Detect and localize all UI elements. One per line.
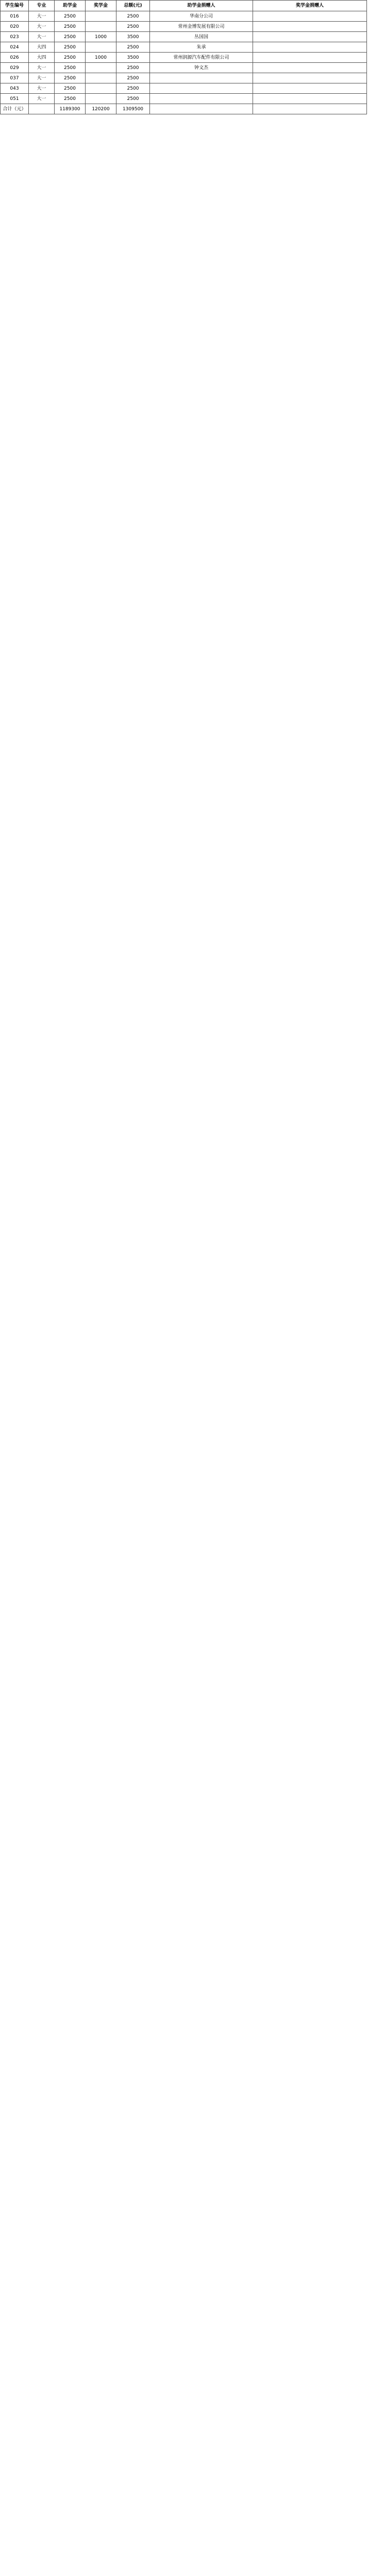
table-cell: 大四 bbox=[29, 42, 55, 53]
table-cell: 043 bbox=[1, 83, 29, 94]
table-cell: 2500 bbox=[55, 22, 86, 32]
table-cell: 020 bbox=[1, 22, 29, 32]
table-cell bbox=[253, 63, 367, 73]
header-cell: 奖学金捐赠人 bbox=[253, 1, 367, 11]
table-cell: 2500 bbox=[116, 63, 150, 73]
table-row bbox=[1, 63, 367, 73]
header-row bbox=[1, 1, 367, 11]
total-aid: 1189300 bbox=[55, 104, 86, 114]
table-cell: 钟文杰 bbox=[150, 63, 253, 73]
total-cell bbox=[150, 104, 253, 114]
table-body bbox=[1, 11, 367, 104]
table-cell bbox=[86, 94, 116, 104]
table-cell: 丛国国 bbox=[150, 32, 253, 42]
table-row bbox=[1, 32, 367, 42]
table-cell bbox=[86, 83, 116, 94]
table-cell: 037 bbox=[1, 73, 29, 83]
total-label: 合计（元） bbox=[1, 104, 29, 114]
table-cell: 常州金博发展有限公司 bbox=[150, 22, 253, 32]
table-cell: 029 bbox=[1, 63, 29, 73]
table-cell: 2500 bbox=[116, 94, 150, 104]
table-cell bbox=[150, 73, 253, 83]
table-cell bbox=[253, 73, 367, 83]
table-cell: 2500 bbox=[55, 94, 86, 104]
table-cell: 2500 bbox=[116, 83, 150, 94]
table-cell bbox=[150, 94, 253, 104]
table-row bbox=[1, 42, 367, 53]
table-cell bbox=[86, 63, 116, 73]
table-cell bbox=[253, 42, 367, 53]
table-cell bbox=[86, 73, 116, 83]
table-cell bbox=[253, 22, 367, 32]
table-cell: 大一 bbox=[29, 63, 55, 73]
header-cell: 专业 bbox=[29, 1, 55, 11]
table-cell bbox=[86, 22, 116, 32]
table-cell: 2500 bbox=[55, 63, 86, 73]
table-cell: 大四 bbox=[29, 53, 55, 63]
table-row bbox=[1, 73, 367, 83]
header-cell: 学生编号 bbox=[1, 1, 29, 11]
header-cell: 助学金捐赠人 bbox=[150, 1, 253, 11]
header-cell: 助学金 bbox=[55, 1, 86, 11]
table-cell: 2500 bbox=[55, 32, 86, 42]
table-cell: 1000 bbox=[86, 53, 116, 63]
table-row bbox=[1, 83, 367, 94]
table-cell bbox=[253, 11, 367, 22]
table-cell: 2500 bbox=[55, 53, 86, 63]
table-cell: 024 bbox=[1, 42, 29, 53]
table-cell: 大一 bbox=[29, 73, 55, 83]
table-cell bbox=[86, 42, 116, 53]
table-cell: 大一 bbox=[29, 94, 55, 104]
total-scholarship: 120200 bbox=[86, 104, 116, 114]
table-cell: 016 bbox=[1, 11, 29, 22]
total-cell bbox=[253, 104, 367, 114]
table-cell: 051 bbox=[1, 94, 29, 104]
table-row bbox=[1, 22, 367, 32]
table-cell bbox=[253, 94, 367, 104]
table-cell bbox=[86, 11, 116, 22]
table-cell bbox=[150, 83, 253, 94]
table-cell bbox=[253, 32, 367, 42]
table-cell: 朱承 bbox=[150, 42, 253, 53]
table-cell: 2500 bbox=[116, 22, 150, 32]
table-cell: 2500 bbox=[116, 11, 150, 22]
header-cell: 奖学金 bbox=[86, 1, 116, 11]
header-cell: 总额(元) bbox=[116, 1, 150, 11]
scholarship-table bbox=[0, 0, 367, 114]
table-cell: 1000 bbox=[86, 32, 116, 42]
table-cell: 2500 bbox=[55, 11, 86, 22]
table-row bbox=[1, 94, 367, 104]
table-cell: 2500 bbox=[55, 42, 86, 53]
table-cell: 2500 bbox=[116, 73, 150, 83]
table-cell: 大一 bbox=[29, 22, 55, 32]
total-cell bbox=[29, 104, 55, 114]
table-cell: 华南分公司 bbox=[150, 11, 253, 22]
total-row bbox=[1, 104, 367, 114]
table-cell: 3500 bbox=[116, 53, 150, 63]
table-row bbox=[1, 11, 367, 22]
table-cell: 2500 bbox=[116, 42, 150, 53]
table-cell: 大一 bbox=[29, 83, 55, 94]
table-cell bbox=[253, 53, 367, 63]
table-cell: 大一 bbox=[29, 11, 55, 22]
table-cell bbox=[253, 83, 367, 94]
table-cell: 023 bbox=[1, 32, 29, 42]
total-amount: 1309500 bbox=[116, 104, 150, 114]
table-cell: 大一 bbox=[29, 32, 55, 42]
table-cell: 常州润源汽车配件有限公司 bbox=[150, 53, 253, 63]
table-cell: 2500 bbox=[55, 73, 86, 83]
table-cell: 2500 bbox=[55, 83, 86, 94]
table-cell: 3500 bbox=[116, 32, 150, 42]
table-row bbox=[1, 53, 367, 63]
table-cell: 026 bbox=[1, 53, 29, 63]
